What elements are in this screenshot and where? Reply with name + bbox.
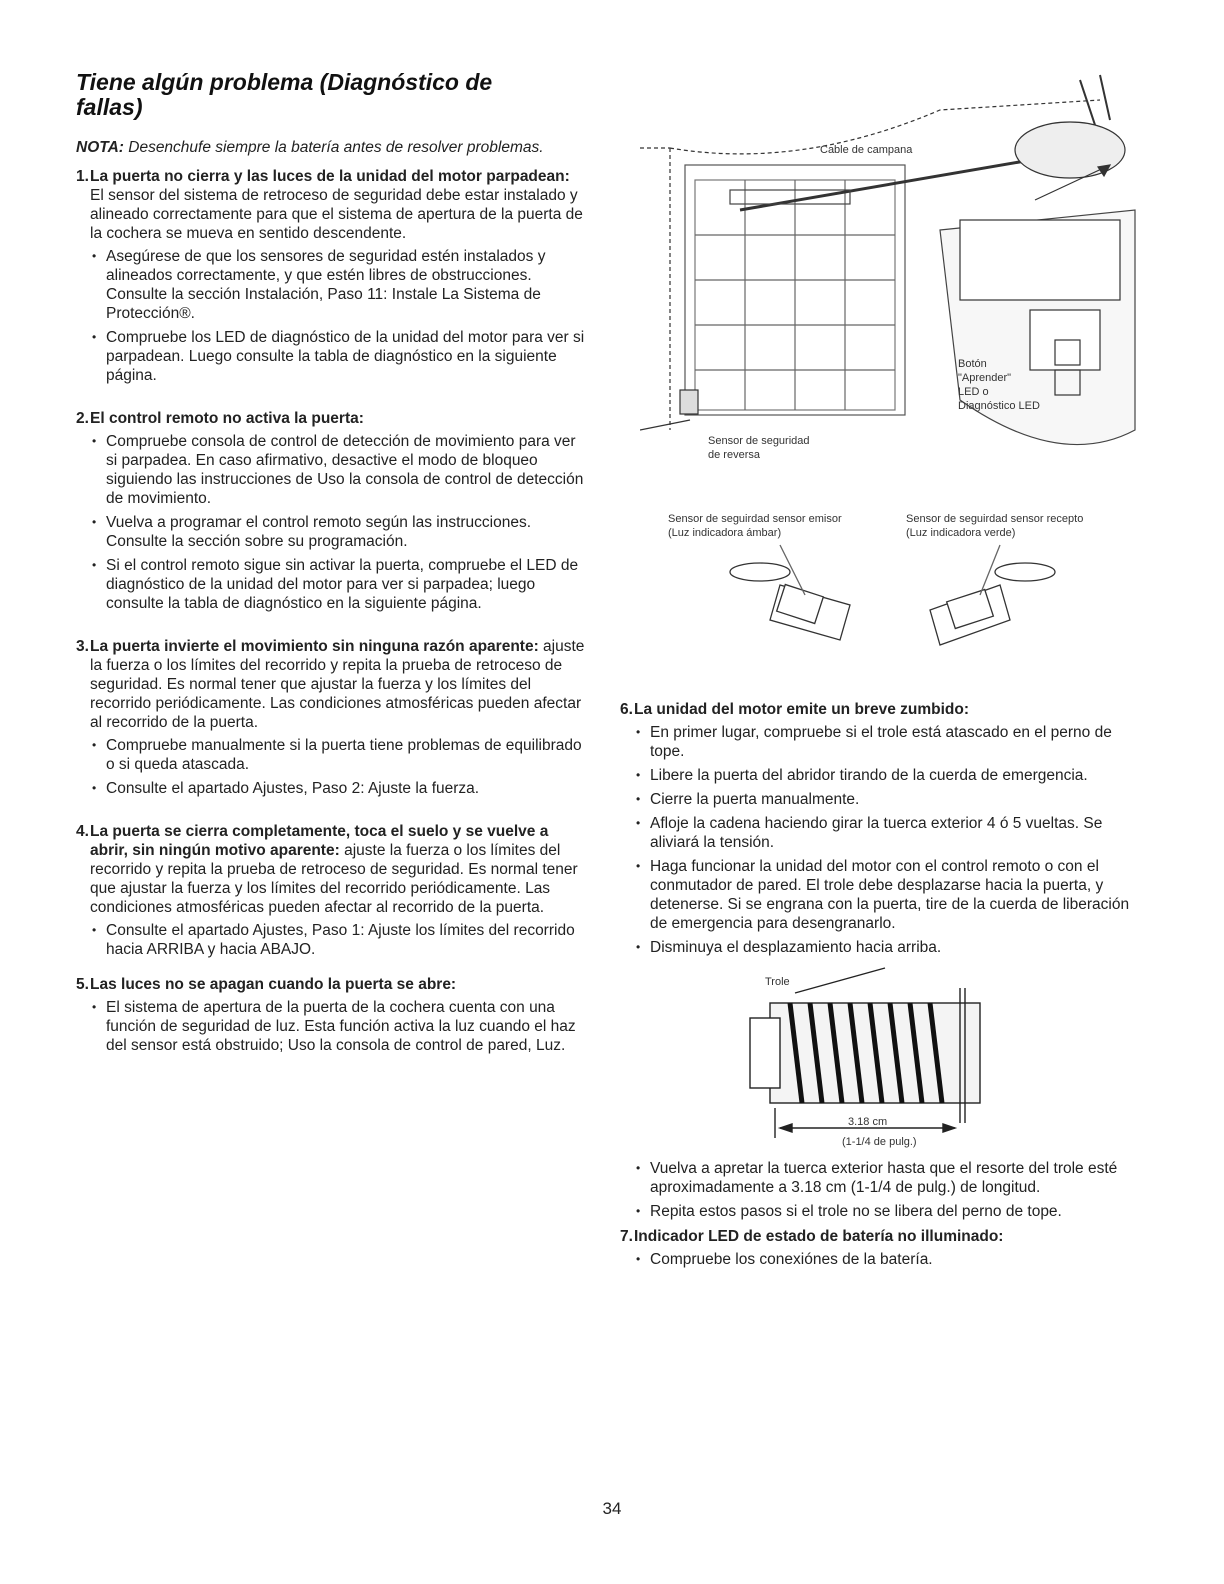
item-number: 4. <box>76 823 89 840</box>
item-text: ajuste la fuerza o los límites del recorrido y repita la prueba de retroceso de seguridad. Es normal tener que ajustar la fuerza y los límites del recorrido periódicamente. Las condiciones atmosféricas pueden afectar al recorrido de la puerta. <box>90 842 578 916</box>
item-1 <box>76 167 586 385</box>
list-item: • Afloje la cadena haciendo girar la tuerca exterior 4 ó 5 vueltas. Se aliviará la tensión. <box>636 814 1140 852</box>
left-column <box>76 70 586 1061</box>
list-item: • Cierre la puerta manualmente. <box>636 790 1140 809</box>
sensor-rev-label-1: Sensor de seguridad <box>708 435 810 447</box>
item-number: 3. <box>76 638 89 655</box>
list-item: • Si el control remoto sigue sin activar la puerta, compruebe el LED de diagnóstico de la unidad del motor para ver si parpadea; luego consulte la tabla de diagnóstico en la siguiente página. <box>92 556 586 613</box>
note-label: NOTA: <box>76 139 124 156</box>
garage-door-diagram <box>640 70 1140 470</box>
list-item: • Repita estos pasos si el trole no se libera del perno de tope. <box>636 1202 1140 1221</box>
item-heading: Las luces no se apagan cuando la puerta se abre: <box>90 976 457 993</box>
dim-cm-label: 3.18 cm <box>848 1116 888 1128</box>
list-item: • Compruebe consola de control de detección de movimiento para ver si parpadea. En caso afirmativo, desactive el modo de bloqueo siguiendo las instrucciones de Uso la consola de control de detección de movimiento. <box>92 432 586 508</box>
right-column <box>620 700 1140 1275</box>
item-heading: La puerta se cierra completamente, toca el suelo y se vuelve a abrir, sin ningún motivo aparente: <box>90 823 549 859</box>
trole-label: Trole <box>765 976 790 988</box>
sensor-rev-label-2: de reversa <box>708 449 760 461</box>
item-2 <box>76 409 586 613</box>
note-text: Desenchufe siempre la batería antes de resolver problemas. <box>128 139 544 156</box>
list-item: • Compruebe los conexiónes de la batería. <box>636 1250 1140 1269</box>
bullet-list <box>76 998 586 1055</box>
list-item: • Asegúrese de que los sensores de seguridad estén instalados y alineados correctamente, y que estén libres de obstrucciones. Consulte la sección Instalación, Paso 11: Instale La Sistema de Protección®. <box>92 247 586 323</box>
led-o-label: LED o <box>958 386 989 398</box>
emisor-label-1: Sensor de seguirdad sensor emisor <box>668 513 842 525</box>
item-text: El sensor del sistema de retroceso de seguridad debe estar instalado y alineado correctamente para que el sistema de apertura de la puerta de la cochera se mueva en sentido descendente. <box>90 187 583 242</box>
item-heading: La puerta invierte el movimiento sin ninguna razón aparente: <box>90 638 539 655</box>
item-number: 7. <box>620 1228 633 1245</box>
list-item: • El sistema de apertura de la puerta de la cochera cuenta con una función de seguridad de luz. Esta función activa la luz cuando el haz del sensor está obstruido; Uso la consola de control de pared, Luz. <box>92 998 586 1055</box>
item-5 <box>76 975 586 1055</box>
item-6 <box>620 700 1140 1221</box>
item-heading: La unidad del motor emite un breve zumbido: <box>634 701 969 718</box>
aprender-label: "Aprender" <box>958 372 1012 384</box>
note <box>76 138 586 157</box>
list-item: • Vuelva a programar el control remoto según las instrucciones. Consulte la sección sobre su programación. <box>92 513 586 551</box>
dim-in-label: (1-1/4 de pulg.) <box>842 1136 917 1148</box>
cable-label: Cable de campana <box>820 144 913 156</box>
page-title: Tiene algún problema (Diagnóstico de fallas) <box>76 69 493 120</box>
item-number: 5. <box>76 976 89 993</box>
item-heading: Indicador LED de estado de batería no illuminado: <box>634 1228 1004 1245</box>
page-number: 34 <box>602 1499 622 1518</box>
list-item: • En primer lugar, compruebe si el trole está atascado en el perno de tope. <box>636 723 1140 761</box>
list-item: • Disminuya el desplazamiento hacia arriba. <box>636 938 1140 957</box>
sensors-diagram <box>640 510 1120 680</box>
list-item: • Vuelva a apretar la tuerca exterior hasta que el resorte del trole esté aproximadamente a 3.18 cm (1-1/4 de pulg.) de longitud. <box>636 1159 1140 1197</box>
bullet-list <box>620 1250 1140 1269</box>
item-number: 6. <box>620 701 633 718</box>
item-3 <box>76 637 586 798</box>
bullet-list <box>620 723 1140 957</box>
recepto-label-1: Sensor de seguirdad sensor recepto <box>906 513 1084 525</box>
bullet-list <box>620 1159 1140 1221</box>
item-text: ajuste la fuerza o los límites del recorrido y repita la prueba de retroceso de seguridad. Es normal tener que ajustar la fuerza y los límites del recorrido periódicamente. Las condiciones atmosféricas pueden afectar al recorrido de la puerta. <box>90 638 585 731</box>
bullet-list <box>76 432 586 613</box>
item-4 <box>76 822 586 959</box>
item-heading: La puerta no cierra y las luces de la unidad del motor parpadean: <box>90 168 570 185</box>
item-7 <box>620 1227 1140 1269</box>
list-item: • Haga funcionar la unidad del motor con el control remoto o con el conmutador de pared. El trole debe desplazarse hacia la puerta, y detenerse. Si se engrana con la puerta, tire de la cuerda de liberación de emergencia para desengranarlo. <box>636 857 1140 933</box>
diag-led-label: Diagnóstico LED <box>958 400 1040 412</box>
emisor-label-2: (Luz indicadora ámbar) <box>668 527 782 539</box>
item-number: 2. <box>76 410 89 427</box>
list-item: • Consulte el apartado Ajustes, Paso 1: Ajuste los límites del recorrido hacia ARRIBA y hacia ABAJO. <box>92 921 586 959</box>
trolley-spring-diagram <box>620 963 1140 1153</box>
list-item: • Libere la puerta del abridor tirando de la cuerda de emergencia. <box>636 766 1140 785</box>
list-item: • Compruebe los LED de diagnóstico de la unidad del motor para ver si parpadean. Luego consulte la tabla de diagnóstico en la siguiente página. <box>92 328 586 385</box>
list-item: • Consulte el apartado Ajustes, Paso 2: Ajuste la fuerza. <box>92 779 586 798</box>
item-number: 1. <box>76 168 89 185</box>
bullet-list <box>76 921 586 959</box>
bullet-list <box>76 247 586 385</box>
bullet-list <box>76 736 586 798</box>
recepto-label-2: (Luz indicadora verde) <box>906 527 1016 539</box>
list-item: • Compruebe manualmente si la puerta tiene problemas de equilibrado o si queda atascada. <box>92 736 586 774</box>
item-heading: El control remoto no activa la puerta: <box>90 410 364 427</box>
boton-label: Botón <box>958 358 987 370</box>
